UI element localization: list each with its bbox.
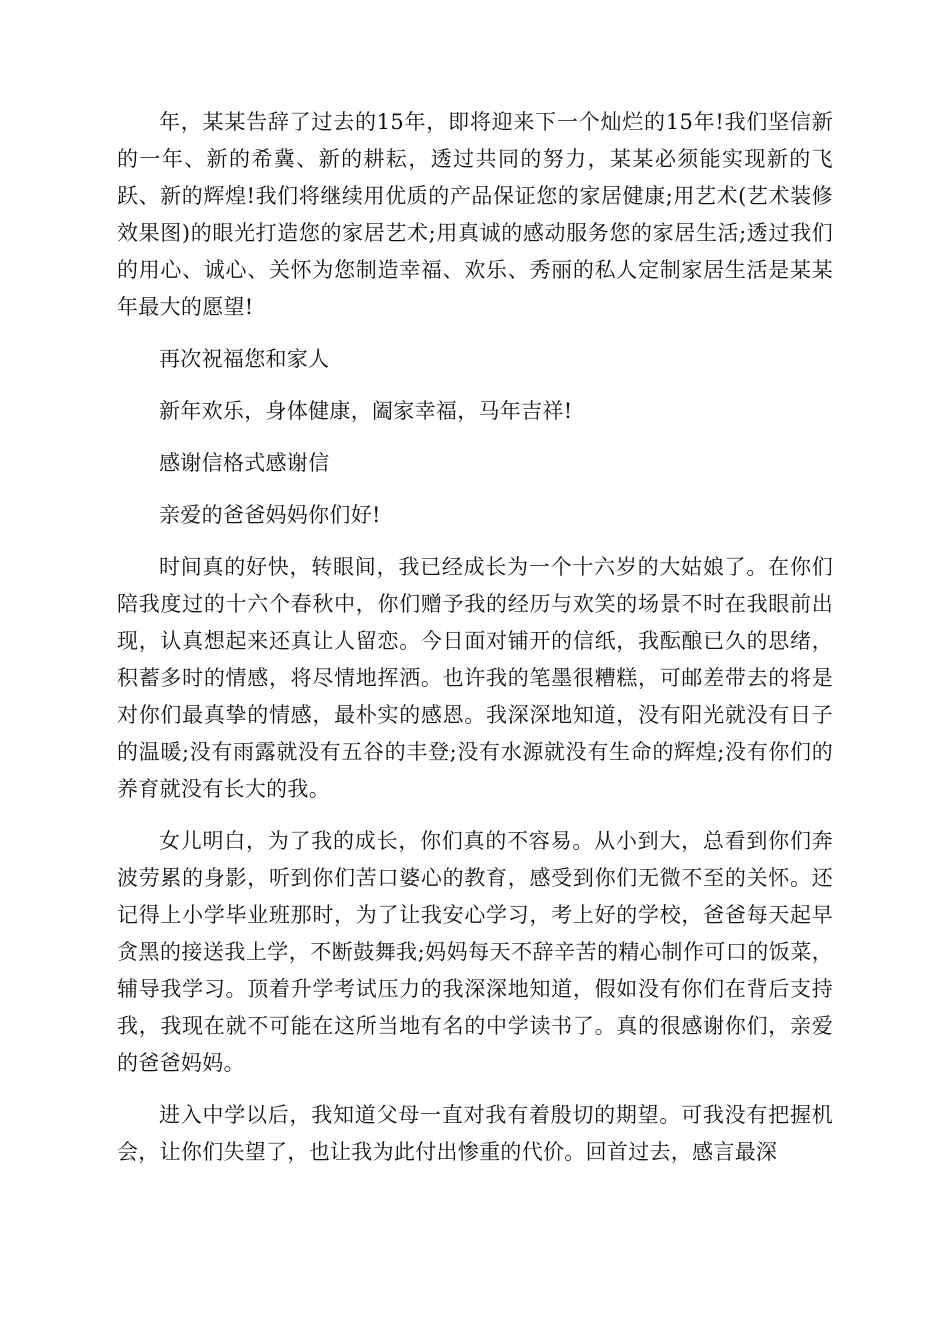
paragraph-salutation: 亲爱的爸爸妈妈你们好! <box>159 503 381 527</box>
paragraph-growth: 时间真的好快，转眼间，我已经成长为一个十六岁的大姑娘了。在你们陪我度过的十六个春秋中，你们赠予我的经历与欢笑的场景不时在我眼前出现，认真想起来还真让人留恋。今日面对铺开的信纸，我酝酿已久的思绪，积蓄多时的情感，将尽情地挥洒。也许我的笔墨很糟糕，可邮差带去的将是对你们最真挚的情感，最朴实的感恩。我深深地知道，没有阳光就没有日子的温暖;没有雨露就没有五谷的丰登;没有水源就没有生命的辉煌;没有你们的养育就没有长大的我。 <box>117 555 833 801</box>
paragraph-middle-school: 进入中学以后，我知道父母一直对我有着殷切的期望。可我没有把握机会，让你们失望了，也让我为此付出惨重的代价。回首过去，感言最深 <box>117 1103 833 1164</box>
paragraph-gratitude: 女儿明白，为了我的成长，你们真的不容易。从小到大，总看到你们奔波劳累的身影，听到你们苦口婆心的教育，感受到你们无微不至的关怀。还记得上小学毕业班那时，为了让我安心学习，考上好的学校，爸爸每天起早贪黑的接送我上学，不断鼓舞我;妈妈每天不辞辛苦的精心制作可口的饭菜，辅导我学习。顶着升学考试压力的我深深地知道，假如没有你们在背后支持我，我现在就不可能在这所当地有名的中学读书了。真的很感谢你们，亲爱的爸爸妈妈。 <box>117 829 833 1075</box>
document-page <box>117 104 833 1171</box>
paragraph-company-wish: 年，某某告辞了过去的15年，即将迎来下一个灿烂的15年!我们坚信新的一年、新的希冀、新的耕耘，透过共同的努力，某某必须能实现新的飞跃、新的辉煌!我们将继续用优质的产品保证您的家居健康;用艺术(艺术装修效果图)的眼光打造您的家居艺术;用真诚的感动服务您的家居生活;透过我们的用心、诚心、关怀为您制造幸福、欢乐、秀丽的私人定制家居生活是某某年最大的愿望! <box>117 110 833 319</box>
paragraph-letter-title: 感谢信格式感谢信 <box>159 451 330 475</box>
paragraph-new-year-wish: 新年欢乐，身体健康，阖家幸福，马年吉祥! <box>159 399 573 423</box>
paragraph-blessing-family: 再次祝福您和家人 <box>159 347 330 371</box>
